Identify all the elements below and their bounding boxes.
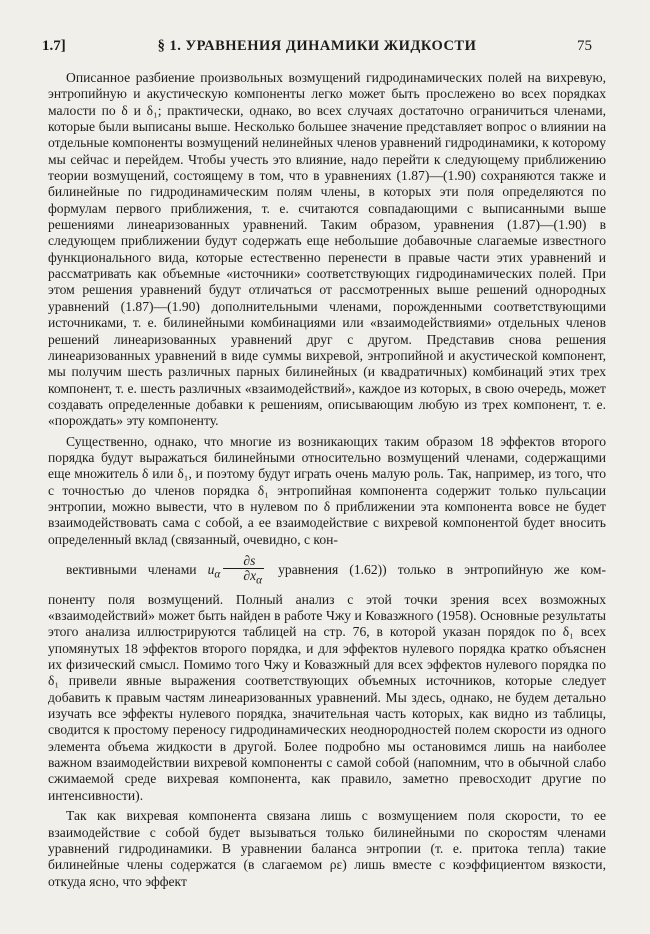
fraction-numerator: ∂s — [223, 554, 264, 569]
section-reference: 1.7] — [42, 38, 66, 54]
formula-suffix: уравнения (1.62)) только в энтропийную же ком- — [278, 561, 606, 577]
running-header — [42, 38, 592, 58]
paragraph-1: Описанное разбиение произвольных возмущений гидродинамических полей на вихревую, энтропийную и акустическую компоненты легко может быть прослежено во всех порядках малости по δ и δ₁; практически, однако, во всех случаях достаточно ограничиться членами, которые были выписаны выше. Несколько большее значение представляет вопрос о влиянии на отдельные компоненты возмущений нелинейных членов уравнений гидродинамики, к которому мы сейчас и перейдем. Чтобы учесть это влияние, надо перейти к следующему приближению теории возмущений, состоящему в том, что в уравнениях (1.87)—(1.90) сохраняются также и билинейные по гидродинамическим полям члены, в которых эти поля определяются по формулам первого приближения, т. е. считаются совпадающими с выписанными выше решениями линеаризованных уравнений. Таким образом, уравнения (1.87)—(1.90) в следующем приближении будут содержать еще небольшие добавочные слагаемые известного функционального вида, которые естественно перенести в правые части этих уравнений и рассматривать как объемные «источники» соответствующих гидродинамических полей. При этом решения уравнений будут отличаться от рассмотренных выше решений однородных уравнений (1.87)—(1.90) дополнительными членами, порожденными соответствующими источниками, т. е. билинейными комбинациями или «взаимодействиями» отдельных членов решений линеаризованных уравнений друг с другом. Представив снова решения линеаризованных уравнений в виде суммы вихревой, энтропийной и акустической компонент, мы получим шесть различных парных билинейных (и квадратичных) комбинаций этих трех компонент, т. е. шесть различных «взаимодействий», каждое из которых, в свою очередь, может создавать определенные добавки к решениям, описывающим любую из трех компонент, т. е. «порождать» эту компоненту. — [48, 70, 606, 429]
paragraph-2 — [48, 434, 606, 805]
formula-prefix: вективными членами — [66, 561, 197, 577]
running-title: § 1. УРАВНЕНИЯ ДИНАМИКИ ЖИДКОСТИ — [157, 38, 477, 54]
page-number: 75 — [577, 38, 592, 54]
body-text — [48, 70, 606, 890]
paragraph-2-continuation: поненту поля возмущений. Полный анализ с этой точки зрения всех возможных «взаимодействий» может быть найден в работе Чжу и Ковазжного (1958). Основные результаты этого анализа иллюстрируются таблицей на стр. 76, в которой указан порядок по δ₁ всех упомянутых 18 эффектов второго порядка, и для эффектов нулевого порядка кратко объяснен их физический смысл. Помимо того Чжу и Ковазжный для всех эффектов нулевого порядка по δ₁ привели явные выражения соответствующих объемных источников, которые следует добавить к правым частям линеаризованных уравнений. Мы здесь, однако, не будем детально изучать все эффекты нулевого порядка, значительная часть которых, как видно из таблицы, сводится к простому переносу гидродинамических неоднородностей полем скорости из одного элемента объема жидкости в другой. Более подробно мы остановимся лишь на наиболее важном взаимодействии вихревой компоненты с самой собой (напомним, что в обычной слабо сжимаемой среде вихревая компонента, как правило, заметно превосходит другие по интенсивности). — [48, 591, 606, 803]
paragraph-2-text: Существенно, однако, что многие из возникающих таким образом 18 эффектов второго порядка будут выражаться билинейными относительно возмущений членами, содержащими еще множитель δ или δ₁, и поэтому будут играть очень малую роль. Так, например, из того, что с точностью до членов порядка δ₁ энтропийная компонента содержит только пульсации энтропии, можно вывести, что в нулевом по δ приближении эта компонента вовсе не будет взаимодействовать сама с собой, а ее взаимодействие с вихревой компонентой будет вносить определенный вклад (связанный, очевидно, с кон- — [48, 433, 606, 547]
formula-line — [48, 554, 606, 588]
fraction-denominator: $\partial x_\alpha$ — [243, 567, 263, 587]
formula-fraction — [223, 554, 264, 588]
paragraph-3: Так как вихревая компонента связана лишь с возмущением поля скорости, то ее взаимодействие с собой будет вызываться только билинейными по скоростям членами уравнений гидродинамики. В уравнении баланса энтропии (т. е. притока тепла) такие билинейные члены содержатся (в слагаемом ρε) лишь вместе с коэффициентом вязкости, откуда ясно, что эффект — [48, 808, 606, 889]
formula-velocity: $u_\alpha$ — [207, 561, 221, 581]
